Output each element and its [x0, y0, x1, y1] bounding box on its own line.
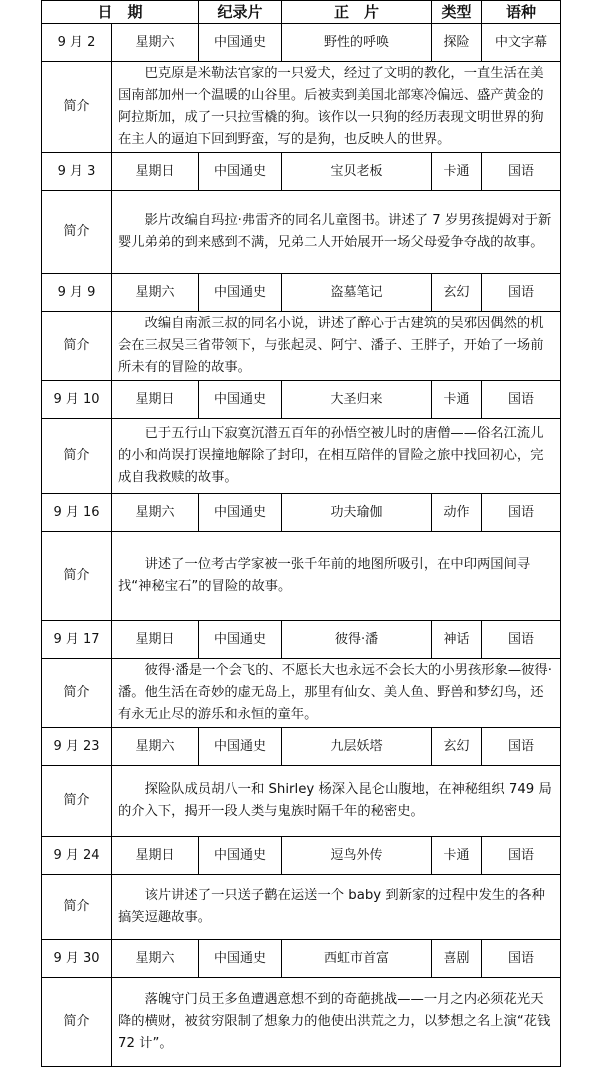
schedule-table	[41, 0, 561, 1067]
language-cell: 国语	[482, 728, 561, 766]
intro-label: 简介	[42, 191, 112, 274]
intro-label: 简介	[42, 419, 112, 494]
description-row	[42, 191, 561, 274]
film-description: 已于五行山下寂寞沉潜五百年的孙悟空被儿时的唐僧——俗名江流儿的小和尚误打误撞地解除了封印，在相互陪伴的冒险之旅中找回初心，完成自我救赎的故事。	[112, 419, 561, 494]
language-cell: 国语	[482, 837, 561, 875]
intro-label: 简介	[42, 978, 112, 1067]
film-description: 落魄守门员王多鱼遭遇意想不到的奇葩挑战——一月之内必须花光天降的横财，被贫穷限制了想象力的他使出洪荒之力，以梦想之名上演“花钱 72 计”。	[112, 978, 561, 1067]
weekday-cell: 星期六	[112, 24, 199, 62]
intro-label: 简介	[42, 62, 112, 153]
date-cell: 9 月 10	[42, 381, 112, 419]
documentary-cell: 中国通史	[199, 274, 282, 312]
film-description: 改编自南派三叔的同名小说，讲述了醉心于古建筑的吴邪因偶然的机会在三叔吴三省带领下，与张起灵、阿宁、潘子、王胖子，开始了一场前所未有的冒险的故事。	[112, 312, 561, 381]
description-row	[42, 532, 561, 621]
table-row	[42, 621, 561, 659]
genre-cell: 玄幻	[432, 728, 482, 766]
header-documentary: 纪录片	[199, 1, 282, 24]
table-row	[42, 153, 561, 191]
description-row	[42, 419, 561, 494]
intro-label: 简介	[42, 532, 112, 621]
genre-cell: 神话	[432, 621, 482, 659]
date-cell: 9 月 17	[42, 621, 112, 659]
language-cell: 国语	[482, 621, 561, 659]
weekday-cell: 星期日	[112, 837, 199, 875]
language-cell: 国语	[482, 274, 561, 312]
table-row	[42, 494, 561, 532]
film-title-cell: 宝贝老板	[282, 153, 432, 191]
documentary-cell: 中国通史	[199, 381, 282, 419]
description-row	[42, 875, 561, 940]
date-cell: 9 月 30	[42, 940, 112, 978]
description-row	[42, 659, 561, 728]
header-feature-film: 正 片	[282, 1, 432, 24]
documentary-cell: 中国通史	[199, 940, 282, 978]
date-cell: 9 月 3	[42, 153, 112, 191]
language-cell: 国语	[482, 153, 561, 191]
description-row	[42, 62, 561, 153]
date-cell: 9 月 23	[42, 728, 112, 766]
description-row	[42, 978, 561, 1067]
genre-cell: 探险	[432, 24, 482, 62]
header-language: 语种	[482, 1, 561, 24]
documentary-cell: 中国通史	[199, 621, 282, 659]
film-description: 影片改编自玛拉·弗雷齐的同名儿童图书。讲述了 7 岁男孩提姆对于新婴儿弟弟的到来感到不满，兄弟二人开始展开一场父母爱争夺战的故事。	[112, 191, 561, 274]
film-description: 该片讲述了一只送子鹳在运送一个 baby 到新家的过程中发生的各种搞笑逗趣故事。	[112, 875, 561, 940]
weekday-cell: 星期六	[112, 494, 199, 532]
film-title-cell: 九层妖塔	[282, 728, 432, 766]
language-cell: 国语	[482, 494, 561, 532]
weekday-cell: 星期日	[112, 621, 199, 659]
genre-cell: 喜剧	[432, 940, 482, 978]
weekday-cell: 星期六	[112, 274, 199, 312]
header-row	[42, 1, 561, 24]
film-description: 彼得·潘是一个会飞的、不愿长大也永远不会长大的小男孩形象—彼得·潘。他生活在奇妙的虚无岛上，那里有仙女、美人鱼、野兽和梦幻鸟，还有永无止尽的游乐和永恒的童年。	[112, 659, 561, 728]
language-cell: 中文字幕	[482, 24, 561, 62]
intro-label: 简介	[42, 766, 112, 837]
genre-cell: 卡通	[432, 153, 482, 191]
film-title-cell: 逗鸟外传	[282, 837, 432, 875]
table-row	[42, 837, 561, 875]
table-row	[42, 24, 561, 62]
table-row	[42, 274, 561, 312]
genre-cell: 卡通	[432, 381, 482, 419]
date-cell: 9 月 9	[42, 274, 112, 312]
film-description: 巴克原是米勒法官家的一只爱犬，经过了文明的教化，一直生活在美国南部加州一个温暖的山谷里。后被卖到美国北部寒冷偏远、盛产黄金的阿拉斯加，成了一只拉雪橇的狗。该作以一只狗的经历表现文明世界的狗在主人的逼迫下回到野蛮，写的是狗，也反映人的世界。	[112, 62, 561, 153]
genre-cell: 卡通	[432, 837, 482, 875]
date-cell: 9 月 2	[42, 24, 112, 62]
film-title-cell: 彼得·潘	[282, 621, 432, 659]
film-title-cell: 西虹市首富	[282, 940, 432, 978]
language-cell: 国语	[482, 381, 561, 419]
weekday-cell: 星期六	[112, 940, 199, 978]
language-cell: 国语	[482, 940, 561, 978]
date-cell: 9 月 24	[42, 837, 112, 875]
header-date: 日 期	[42, 1, 199, 24]
weekday-cell: 星期日	[112, 153, 199, 191]
genre-cell: 玄幻	[432, 274, 482, 312]
intro-label: 简介	[42, 312, 112, 381]
description-row	[42, 766, 561, 837]
documentary-cell: 中国通史	[199, 728, 282, 766]
table-row	[42, 940, 561, 978]
film-title-cell: 大圣归来	[282, 381, 432, 419]
film-description: 讲述了一位考古学家被一张千年前的地图所吸引，在中印两国间寻找“神秘宝石”的冒险的故事。	[112, 532, 561, 621]
intro-label: 简介	[42, 875, 112, 940]
intro-label: 简介	[42, 659, 112, 728]
table-row	[42, 728, 561, 766]
header-genre: 类型	[432, 1, 482, 24]
documentary-cell: 中国通史	[199, 24, 282, 62]
weekday-cell: 星期日	[112, 381, 199, 419]
table-row	[42, 381, 561, 419]
documentary-cell: 中国通史	[199, 837, 282, 875]
description-row	[42, 312, 561, 381]
film-title-cell: 功夫瑜伽	[282, 494, 432, 532]
genre-cell: 动作	[432, 494, 482, 532]
weekday-cell: 星期六	[112, 728, 199, 766]
film-title-cell: 野性的呼唤	[282, 24, 432, 62]
film-title-cell: 盗墓笔记	[282, 274, 432, 312]
date-cell: 9 月 16	[42, 494, 112, 532]
documentary-cell: 中国通史	[199, 153, 282, 191]
documentary-cell: 中国通史	[199, 494, 282, 532]
film-description: 探险队成员胡八一和 Shirley 杨深入昆仑山腹地，在神秘组织 749 局的介入下，揭开一段人类与鬼族时隔千年的秘密史。	[112, 766, 561, 837]
